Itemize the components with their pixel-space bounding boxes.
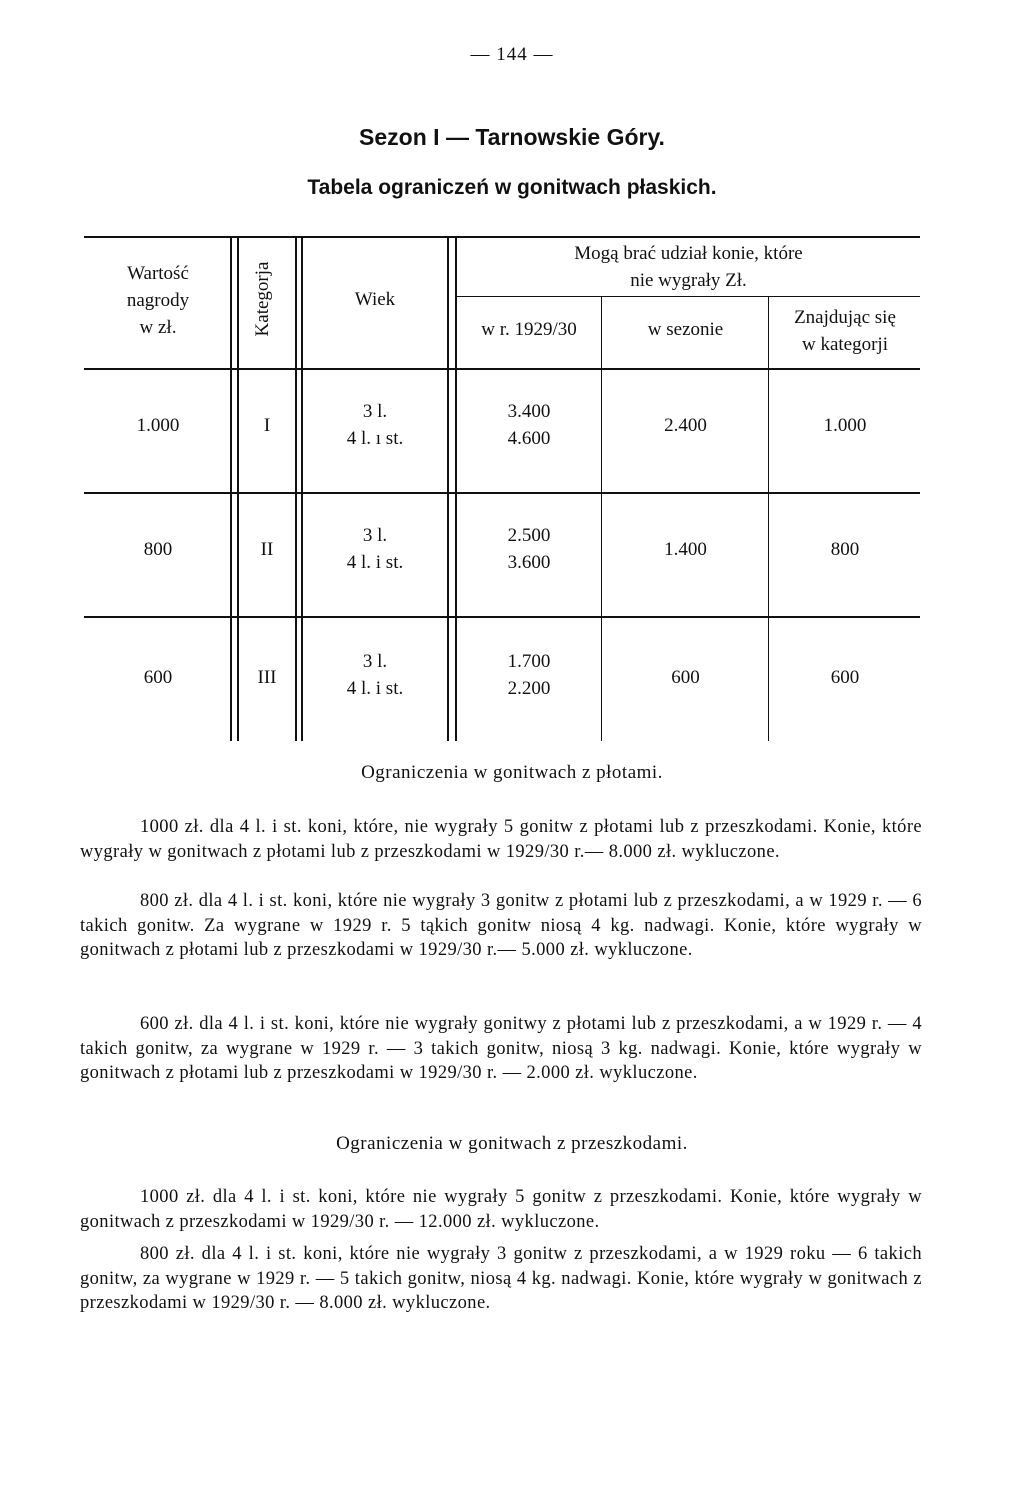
cell-in-season: 600 <box>671 667 700 688</box>
cell-age: 3 l. 4 l. i st. <box>346 651 404 699</box>
header-in-season: w sezonie <box>647 319 724 340</box>
section-heading-obstacles: Ograniczenia w gonitwach z przeszkodami. <box>336 1133 688 1154</box>
header-may-enter: Mogą brać udział konie, które nie wygrały Zł. <box>574 243 803 291</box>
header-in-year: w r. 1929/30 <box>481 319 577 340</box>
table-title: Tabela ograniczeń w gonitwach płaskich. <box>307 176 717 199</box>
row-rule <box>84 616 920 618</box>
cell-age: 3 l. 4 l. ı st. <box>346 401 404 449</box>
paragraph: 800 zł. dla 4 l. i st. koni, które nie wygrały 3 gonitw z przeszkodami, a w 1929 roku — 6 takich gonitw, za wygrane w 1929 r. — 5 takich gonitw, niosą 4 kg. nadwagi. Konie, które wygrały w gonitwach z przeszkodami w 1929/30 r. — 8.000 zł. wykluczone. <box>80 1244 922 1314</box>
col-rule <box>601 297 602 368</box>
col-rule <box>230 369 232 741</box>
col-rule <box>601 369 602 741</box>
cell-in-category: 800 <box>830 539 860 560</box>
table-top-rule <box>84 236 920 238</box>
cell-in-season: 1.400 <box>664 539 707 560</box>
cell-in-year: 3.400 4.600 <box>507 401 551 449</box>
paragraph: 600 zł. dla 4 l. i st. koni, które nie wygrały gonitwy z płotami lub z przeszkodami, a w 1929 r. — 4 takich gonitw, za wygrane w 1929 r. — 3 takich gonitw, niosą 3 kg. nadwagi. Konie, które wygrały w gonitwach z płotami lub z przeszkodami w 1929/30 r. — 2.000 zł. wykluczone. <box>80 1014 922 1084</box>
cell-in-year: 2.500 3.600 <box>507 525 551 573</box>
cell-in-season: 2.400 <box>664 415 707 436</box>
col-rule <box>768 297 769 368</box>
cell-category: I <box>263 415 271 436</box>
header-category: Kategorja <box>252 261 273 337</box>
cell-prize: 800 <box>143 539 173 560</box>
cell-category: II <box>260 539 274 560</box>
header-prize: Wartość nagrody w zł. <box>126 263 190 338</box>
col-rule <box>237 237 239 368</box>
cell-in-category: 600 <box>830 667 860 688</box>
cell-age: 3 l. 4 l. i st. <box>346 525 404 573</box>
header-split-rule <box>455 296 920 297</box>
row-rule <box>84 492 920 494</box>
col-rule <box>230 237 232 368</box>
header-bottom-rule <box>84 368 920 370</box>
col-rule <box>768 369 769 741</box>
col-rule <box>447 369 449 741</box>
cell-prize: 600 <box>143 667 173 688</box>
section-heading-hurdles: Ograniczenia w gonitwach z płotami. <box>361 762 663 783</box>
page-number: — 144 — <box>470 44 554 65</box>
col-rule <box>295 237 297 368</box>
page-title: Sezon I — Tarnowskie Góry. <box>359 124 665 150</box>
cell-in-category: 1.000 <box>823 415 867 436</box>
header-in-category: Znajdując się w kategorji <box>794 307 896 355</box>
paragraph: 1000 zł. dla 4 l. i st. koni, które nie wygrały 5 gonitw z przeszkodami. Konie, które wygrały w gonitwach z przeszkodami w 1929/30 r. — 12.000 zł. wykluczone. <box>80 1187 922 1232</box>
col-rule <box>447 237 449 368</box>
col-rule <box>295 369 297 741</box>
paragraph: 1000 zł. dla 4 l. i st. koni, które, nie wygrały 5 gonitw z płotami lub z przeszkodami. Konie, które wygrały w gonitwach z płotami lub z przeszkodami w 1929/30 r.— 8.000 zł. wykluczone. <box>80 817 922 862</box>
header-age: Wiek <box>354 289 396 310</box>
cell-category: III <box>257 667 277 688</box>
paragraph: 800 zł. dla 4 l. i st. koni, które nie wygrały 3 gonitw z płotami lub z przeszkodami, a w 1929 r. — 6 takich gonitw. Za wygrane w 1929 r. 5 tąkich gonitw niosą 4 kg. nadwagi. Konie, które wygrały w gonitwach z płotami lub z przeszkodami w 1929/30 r.— 5.000 zł. wykluczone. <box>80 891 922 961</box>
cell-prize: 1.000 <box>136 415 180 436</box>
cell-in-year: 1.700 2.200 <box>507 651 551 699</box>
